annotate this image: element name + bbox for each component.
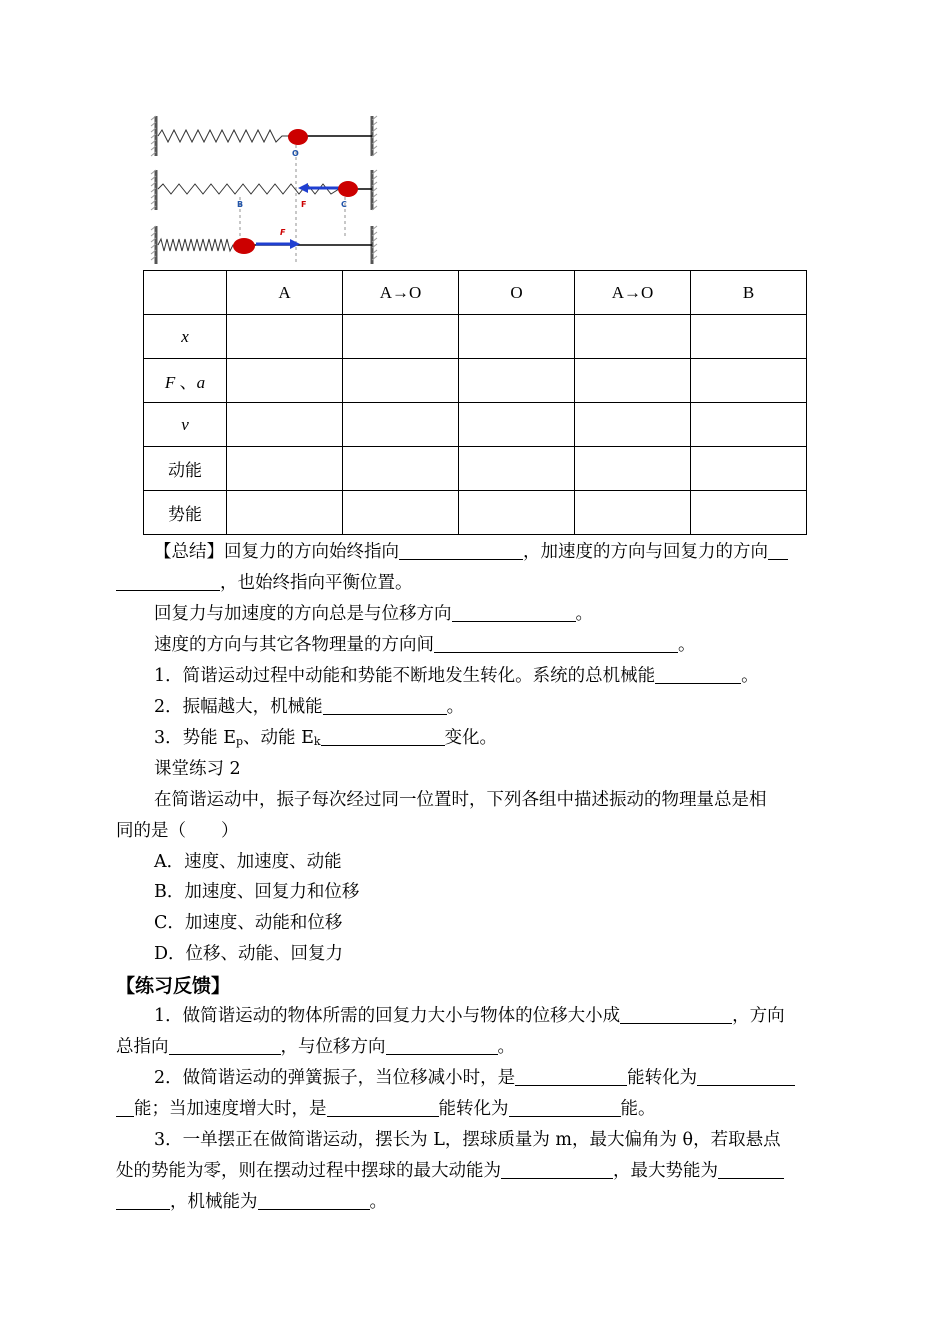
row-label-sep: 、: [179, 373, 197, 392]
answer-blank[interactable]: [452, 603, 576, 622]
feedback-heading: 【练习反馈】: [116, 975, 231, 997]
point-text: 。: [741, 666, 759, 686]
row-label-x: x: [144, 315, 227, 359]
answer-blank[interactable]: [116, 1098, 134, 1117]
table-cell[interactable]: [459, 491, 575, 535]
question-text: ，机械能为: [170, 1192, 258, 1212]
spring-oscillator-diagram: [148, 112, 383, 264]
question-text: 。: [497, 1037, 515, 1057]
summary-text: 速度的方向与其它各物理量的方向间: [154, 635, 434, 655]
summary-text: 。: [575, 604, 593, 624]
point-text: 、动能 E: [243, 728, 314, 748]
point-text: 3．势能 E: [154, 728, 236, 748]
summary-line-2: [116, 570, 836, 596]
question-text: 总指向: [116, 1037, 169, 1057]
header-a: A: [227, 271, 343, 315]
exercise-question-line-1: 在简谐运动中，振子每次经过同一位置时，下列各组中描述振动的物理量总是相: [154, 790, 767, 810]
summary-line-1: [154, 539, 836, 565]
row-label-potential: 势能: [144, 491, 227, 535]
exercise-title: 课堂练习 2: [154, 759, 241, 779]
point-3: [154, 725, 836, 751]
table-cell[interactable]: [227, 403, 343, 447]
point-text: 变化。: [444, 728, 498, 748]
question-text: 能；当加速度增大时，是: [134, 1099, 327, 1119]
subscript-k: k: [313, 735, 321, 748]
summary-text: 回复力与加速度的方向总是与位移方向: [154, 604, 452, 624]
table-row: [144, 403, 807, 447]
table-cell[interactable]: [575, 403, 691, 447]
spring-row-compressed: [151, 226, 377, 264]
table-cell[interactable]: [459, 315, 575, 359]
table-row: [144, 315, 807, 359]
table-cell[interactable]: [343, 447, 459, 491]
point-text: 2．振幅越大，机械能: [154, 697, 323, 717]
feedback-q1-line-2: [116, 1034, 836, 1060]
table-cell[interactable]: [575, 491, 691, 535]
answer-blank[interactable]: [655, 665, 741, 684]
row-label-v: v: [144, 403, 227, 447]
feedback-q3-line-3: [116, 1189, 836, 1215]
table-cell[interactable]: [343, 359, 459, 403]
table-cell[interactable]: [575, 447, 691, 491]
table-cell[interactable]: [459, 403, 575, 447]
table-cell[interactable]: [343, 403, 459, 447]
table-cell[interactable]: [691, 359, 807, 403]
table-cell[interactable]: [575, 359, 691, 403]
header-o: O: [459, 271, 575, 315]
question-text: ，方向: [732, 1006, 785, 1026]
table-cell[interactable]: [575, 315, 691, 359]
label-c: C: [341, 200, 347, 209]
summary-line-4: [154, 632, 836, 658]
answer-blank[interactable]: [501, 1160, 613, 1179]
label-o: O: [292, 149, 299, 158]
answer-blank[interactable]: [321, 727, 445, 746]
table-cell[interactable]: [343, 491, 459, 535]
answer-blank[interactable]: [386, 1036, 498, 1055]
table-corner-cell: [144, 271, 227, 315]
table-cell[interactable]: [691, 315, 807, 359]
table-cell[interactable]: [691, 403, 807, 447]
feedback-q1-line-1: [154, 1003, 836, 1029]
answer-blank[interactable]: [323, 696, 447, 715]
feedback-q2-line-1: [154, 1065, 836, 1091]
table-cell[interactable]: [343, 315, 459, 359]
feedback-q2-line-2: [116, 1096, 836, 1122]
answer-blank[interactable]: [327, 1098, 439, 1117]
summary-text: 。: [678, 635, 696, 655]
summary-text: ，也始终指向平衡位置。: [220, 573, 413, 593]
summary-line-3: [154, 601, 836, 627]
subscript-p: p: [235, 735, 244, 748]
option-b[interactable]: B．加速度、回复力和位移: [154, 882, 360, 902]
label-f-low: F: [280, 228, 286, 237]
table-cell[interactable]: [227, 359, 343, 403]
table-cell[interactable]: [691, 447, 807, 491]
header-b: B: [691, 271, 807, 315]
point-1: [154, 663, 836, 689]
question-text: 能转化为: [627, 1068, 698, 1088]
label-b: B: [237, 200, 244, 209]
answer-blank[interactable]: [116, 1191, 170, 1210]
answer-blank[interactable]: [399, 541, 523, 560]
question-text: 能转化为: [438, 1099, 509, 1119]
question-text: ，最大势能为: [613, 1161, 718, 1181]
header-a-to-o-2: A→O: [575, 271, 691, 315]
answer-blank[interactable]: [116, 572, 220, 591]
answer-blank[interactable]: [169, 1036, 281, 1055]
answer-blank[interactable]: [515, 1067, 627, 1086]
motion-quantities-table: [143, 270, 807, 535]
answer-blank[interactable]: [620, 1005, 732, 1024]
summary-text: 【总结】回复力的方向始终指向: [154, 542, 399, 562]
option-c[interactable]: C．加速度、动能和位移: [154, 913, 343, 933]
header-a-to-o: A→O: [343, 271, 459, 315]
feedback-q3-line-2: [116, 1158, 836, 1184]
table-cell[interactable]: [227, 447, 343, 491]
row-label-f: F: [164, 373, 176, 392]
table-cell[interactable]: [227, 491, 343, 535]
table-cell[interactable]: [459, 359, 575, 403]
point-2: [154, 694, 836, 720]
label-f-mid: F: [301, 200, 307, 209]
question-text: 1．做简谐运动的物体所需的回复力大小与物体的位移大小成: [154, 1006, 621, 1026]
table-row: [144, 491, 807, 535]
point-text: 1．简谐运动过程中动能和势能不断地发生转化。系统的总机械能: [154, 666, 656, 686]
row-label-f-a: [144, 359, 227, 403]
exercise-question-line-2: 同的是（ ）: [116, 821, 239, 841]
spring-row-stretched: [151, 170, 377, 237]
answer-blank[interactable]: [258, 1191, 370, 1210]
answer-blank[interactable]: [768, 541, 788, 560]
table-row: [144, 447, 807, 491]
table-cell[interactable]: [227, 315, 343, 359]
row-label-kinetic: 动能: [144, 447, 227, 491]
point-text: 。: [446, 697, 465, 717]
answer-blank[interactable]: [509, 1098, 621, 1117]
question-text: 2．做简谐运动的弹簧振子，当位移减小时，是: [154, 1068, 516, 1088]
question-text: 。: [369, 1192, 387, 1212]
question-text: 能。: [620, 1099, 656, 1119]
question-text: ，与位移方向: [280, 1037, 386, 1057]
feedback-q3-line-1: 3．一单摆正在做简谐运动，摆长为 L，摆球质量为 m，最大偏角为 θ，若取悬点: [154, 1130, 781, 1150]
table-row: [144, 359, 807, 403]
row-label-a: a: [196, 373, 206, 392]
answer-blank[interactable]: [718, 1160, 784, 1179]
answer-blank[interactable]: [434, 634, 678, 653]
option-d[interactable]: D．位移、动能、回复力: [154, 944, 344, 964]
summary-text: ，加速度的方向与回复力的方向: [523, 542, 768, 562]
table-cell[interactable]: [459, 447, 575, 491]
answer-blank[interactable]: [697, 1067, 795, 1086]
option-a[interactable]: A．速度、加速度、动能: [154, 852, 342, 872]
table-cell[interactable]: [691, 491, 807, 535]
table-header-row: [144, 271, 807, 315]
question-text: 处的势能为零，则在摆动过程中摆球的最大动能为: [116, 1161, 501, 1181]
